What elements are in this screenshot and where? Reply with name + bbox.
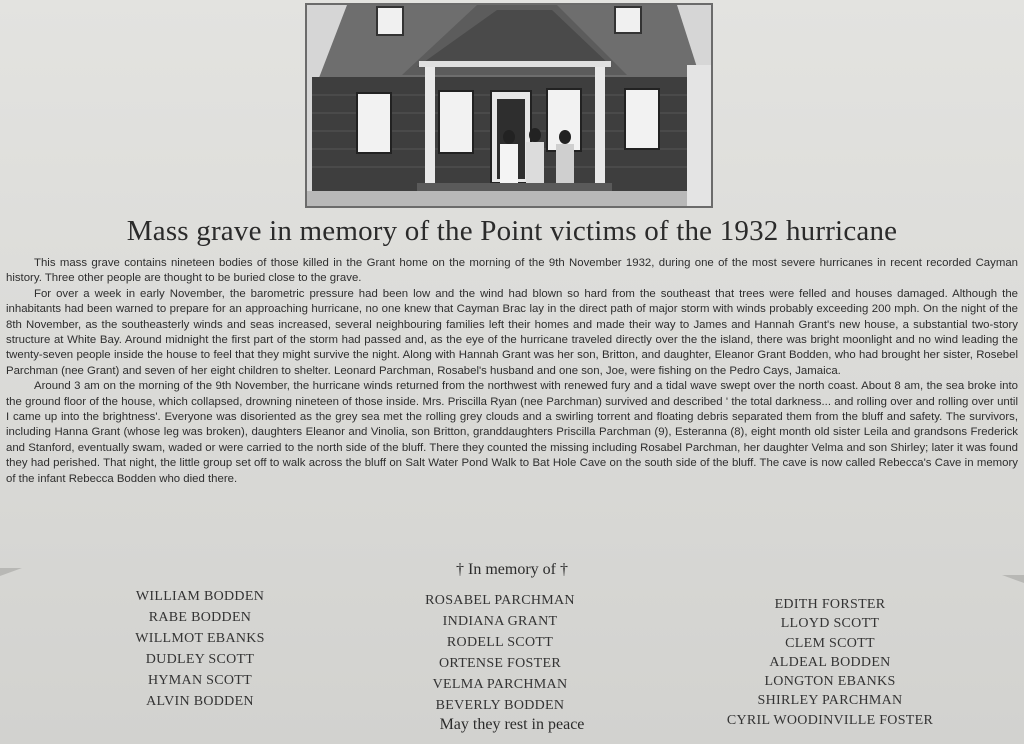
victim-name: DUDLEY SCOTT (145, 652, 255, 667)
victim-name: WILLMOT EBANKS (135, 631, 265, 646)
victim-name: ALDEAL BODDEN (769, 654, 891, 670)
victims-column-3 (700, 595, 960, 730)
victim-name: VELMA PARCHMAN (432, 677, 568, 692)
historical-house-photo (305, 3, 713, 208)
victim-name: CYRIL WOODINVILLE FOSTER (726, 712, 934, 728)
in-memory-heading: † In memory of † (456, 561, 568, 578)
paragraph-storm-approach: For over a week in early November, the barometric pressure had been low and the wind had blown so hard from the southeast that trees were felled and houses damaged. Although the inhabitants had been warned to prepare for an approaching hurricane, no one knew that Cayman Brac lay in the direct path of major storm with winds probably exceeding 200 mph. On the night of the 8th November, as the southeasterly winds and seas increased, several neighbouring families left their homes and made their way to James and Hannah Grant's new house, a substantial two-story structure at White Bay. Around midnight the first part of the storm had passed and, as the eye of the hurricane traveled directly over the the island, there was bright moonlight and no wind leading the twenty-seven people inside the house to feel that they might survive the night. Along with Hannah Grant was her son, Britton, and daughter, Eleanor Grant Bodden, who had brought her sister, Rosebel Parchman (nee Grant) and seven of her eight children to shelter. Leonard Parchman, Rosabel's husband and one son, Joe, were fishing on the Pedro Cays, Jamaica. (6, 287, 1018, 377)
history-text (6, 256, 1018, 487)
closing-line: May they rest in peace (439, 716, 585, 733)
victim-name: BEVERLY BODDEN (435, 698, 565, 713)
victim-name: HYMAN SCOTT (147, 673, 253, 688)
victim-name: RABE BODDEN (148, 610, 252, 625)
victim-name: RODELL SCOTT (446, 635, 554, 650)
victim-name: EDITH FORSTER (774, 597, 886, 612)
victim-name: LONGTON EBANKS (764, 674, 896, 690)
victim-name: LLOYD SCOTT (780, 616, 880, 632)
victim-name: INDIANA GRANT (442, 614, 558, 629)
victims-column-1 (70, 586, 330, 712)
victim-name: ROSABEL PARCHMAN (425, 593, 575, 608)
house-illustration (307, 5, 711, 206)
paragraph-tidal-wave: Around 3 am on the morning of the 9th November, the hurricane winds returned from the northwest with renewed fury and a tidal wave swept over the north coast. About 8 am, the sea broke into the ground floor of the house, which collapsed, drowning nineteen of those inside. Mrs. Priscilla Ryan (nee Parchman) survived and described ' the total darkness... and rolling over and rolling over until I came up into the brightness'. Everyone was disoriented as the grey sea met the rolling grey clouds and a swirling torrent and floating debris separated them from the bluff and safety. The survivors, including Hanna Grant (whose leg was broken), daughters Eleanor and Vinolia, son Britton, granddaughters Priscilla Parchman (9), Esteranna (8), eight month old sister Leila and grandsons Frederick and Stanford, eventually swam, waded or were carried to the north side of the bluff. There they counted the missing including Rosabel Parchman, her daughter Velma and son Shirley; later it was found they had perished. That night, the little group set off to walk across the bluff on Salt Water Pond Walk to Bat Hole Cave on the south side of the bluff. The cave is now called Rebecca's Cave in memory of the infant Rebecca Bodden who died there. (6, 380, 1018, 485)
victim-name: CLEM SCOTT (785, 635, 875, 651)
victim-name: SHIRLEY PARCHMAN (757, 693, 903, 709)
victims-column-2 (370, 590, 630, 716)
victim-name: WILLIAM BODDEN (135, 589, 265, 604)
victim-name: ORTENSE FOSTER (439, 656, 561, 671)
paragraph-intro: This mass grave contains nineteen bodies of those killed in the Grant home on the morning of the 9th November 1932, during one of the most severe hurricanes in recent recorded Cayman history. Three other people are thought to be buried close to the grave. (6, 257, 1018, 285)
plaque-title: Mass grave in memory of the Point victims of the 1932 hurricane (126, 215, 898, 247)
victim-name: ALVIN BODDEN (146, 694, 254, 709)
